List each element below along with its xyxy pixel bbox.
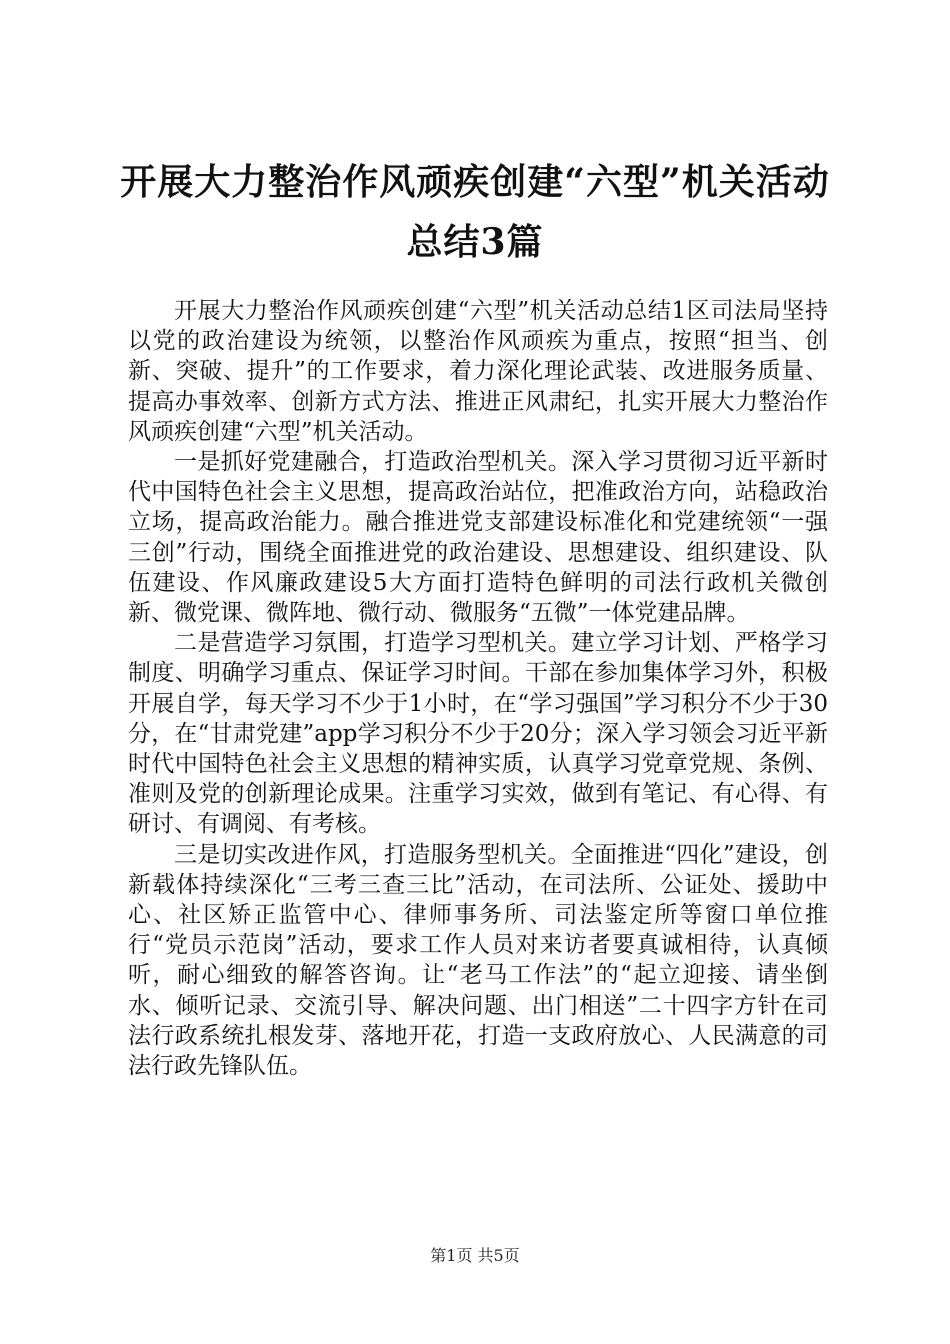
document-title-line-1: 开展大力整治作风顽疾创建“六型”机关活动 bbox=[120, 161, 830, 203]
paragraph-intro: 开展大力整治作风顽疾创建“六型”机关活动总结1区司法局坚持以党的政治建设为统领，以整治作风顽疾为重点，按照“担当、创新、突破、提升”的工作要求，着力深化理论武装、改进服务质量、提高办事效率、创新方式方法、推进正风肃纪，扎实开展大力整治作风顽疾创建“六型”机关活动。 bbox=[128, 298, 828, 445]
page-number-footer: 第1页 共5页 bbox=[430, 1246, 520, 1265]
paragraph-learning: 二是营造学习氛围，打造学习型机关。建立学习计划、严格学习制度、明确学习重点、保证学习时间。干部在参加集体学习外，积极开展自学，每天学习不少于1小时，在“学习强国”学习积分不少于30分，在“甘肃党建”app学习积分不少于20分；深入学习领会习近平新时代中国特色社会主义思想的精神实质，认真学习党章党规、条例、准则及党的创新理论成果。注重学习实效，做到有笔记、有心得、有研讨、有调阅、有考核。 bbox=[128, 630, 828, 838]
document-title-line-2: 总结3篇 bbox=[406, 221, 544, 263]
document-body bbox=[128, 296, 828, 1081]
paragraph-service: 三是切实改进作风，打造服务型机关。全面推进“四化”建设，创新载体持续深化“三考三查三比”活动，在司法所、公证处、援助中心、社区矫正监管中心、律师事务所、司法鉴定所等窗口单位推行“党员示范岗”活动，要求工作人员对来访者要真诚相待，认真倾听，耐心细致的解答咨询。让“老马工作法”的“起立迎接、请坐倒水、倾听记录、交流引导、解决问题、出门相送”二十四字方针在司法行政系统扎根发芽、落地开花，打造一支政府放心、人民满意的司法行政先锋队伍。 bbox=[128, 841, 828, 1080]
paragraph-political: 一是抓好党建融合，打造政治型机关。深入学习贯彻习近平新时代中国特色社会主义思想，提高政治站位，把准政治方向，站稳政治立场，提高政治能力。融合推进党支部建设标准化和党建统领“一强三创”行动，围绕全面推进党的政治建设、思想建设、组织建设、队伍建设、作风廉政建设5大方面打造特色鲜明的司法行政机关微创新、微党课、微阵地、微行动、微服务“五微”一体党建品牌。 bbox=[128, 449, 828, 627]
